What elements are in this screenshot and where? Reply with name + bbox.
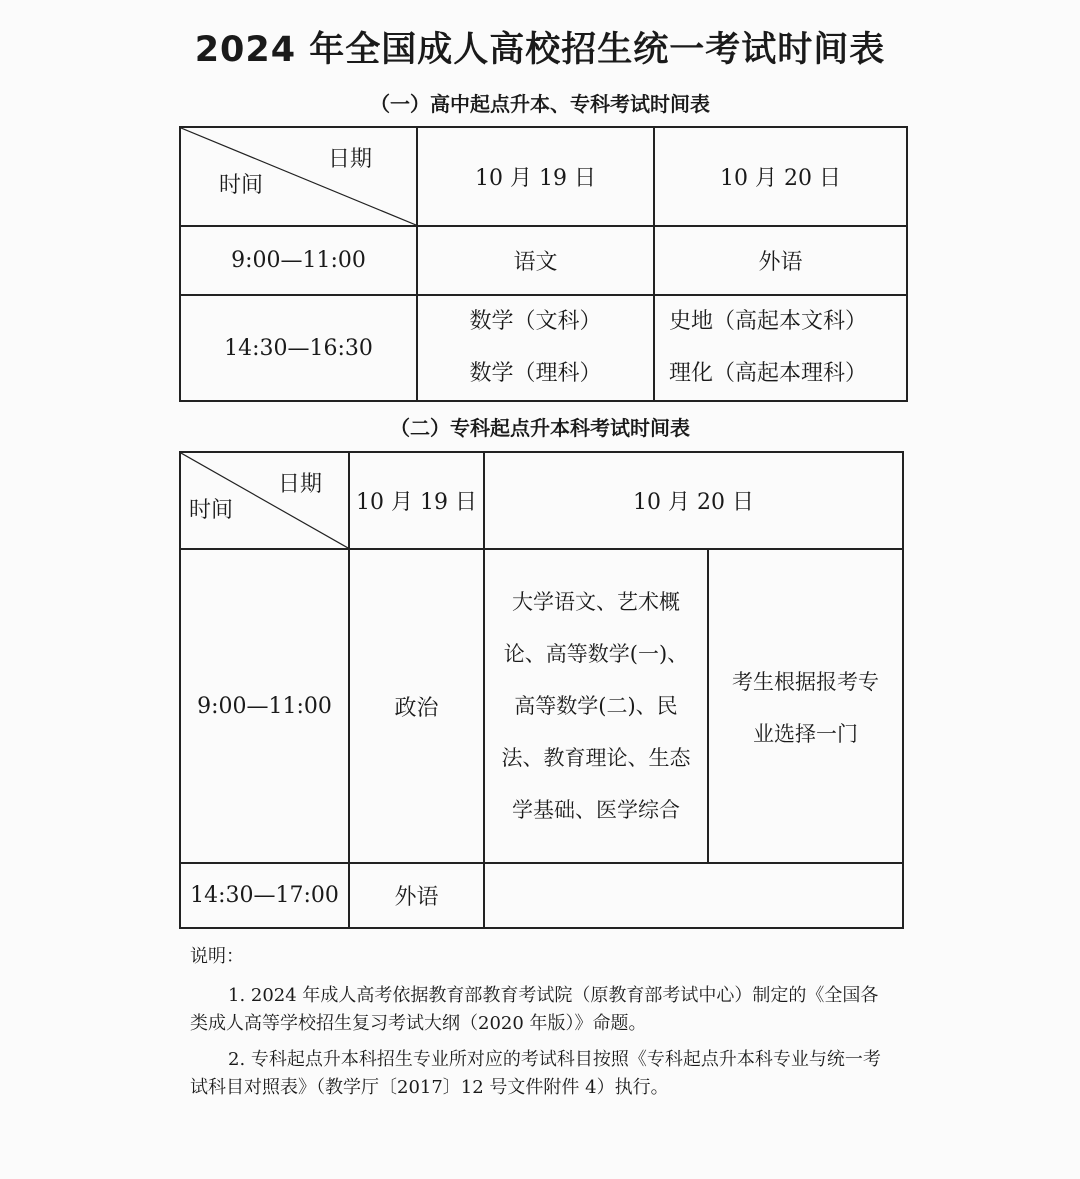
date-header-cell: 10 月 19 日 bbox=[417, 127, 654, 226]
empty-cell bbox=[484, 863, 903, 928]
diagonal-divider bbox=[181, 128, 416, 225]
subject-line: 高等数学(二)、民 bbox=[514, 694, 678, 718]
table-row bbox=[180, 452, 903, 549]
note-item: 2. 专科起点升本科招生专业所对应的考试科目按照《专科起点升本科专业与统一考试科目对照表》（教学厅〔2017〕12 号文件附件 4）执行。 bbox=[190, 1049, 881, 1098]
subject-line: 史地（高起本文科） bbox=[669, 309, 868, 334]
subject-cell: 外语 bbox=[349, 863, 484, 928]
subject-line: 大学语文、艺术概 bbox=[512, 590, 680, 614]
subject-line: 考生根据报考专 bbox=[732, 670, 879, 694]
schedule-table-1 bbox=[179, 126, 908, 402]
subject-cell bbox=[654, 295, 907, 401]
date-header-cell: 10 月 20 日 bbox=[484, 452, 903, 549]
table-row bbox=[180, 295, 907, 401]
table-row bbox=[180, 863, 903, 928]
corner-date-label: 日期 bbox=[327, 147, 372, 172]
date-header-cell: 10 月 20 日 bbox=[654, 127, 907, 226]
section1-heading: （一）高中起点升本、专科考试时间表 bbox=[370, 92, 710, 116]
header-corner-cell bbox=[180, 452, 349, 549]
time-cell: 9:00—11:00 bbox=[180, 549, 349, 863]
section2-heading: （二）专科起点升本科考试时间表 bbox=[390, 416, 690, 440]
subject-line: 数学（理科） bbox=[469, 361, 602, 386]
header-corner-cell bbox=[180, 127, 417, 226]
date-header-cell: 10 月 19 日 bbox=[349, 452, 484, 549]
table-row bbox=[180, 549, 903, 863]
subject-cell bbox=[484, 549, 708, 863]
corner-time-label: 时间 bbox=[219, 173, 264, 198]
schedule-table-2 bbox=[179, 451, 904, 929]
subject-line: 理化（高起本理科） bbox=[669, 361, 868, 386]
corner-time-label: 时间 bbox=[189, 498, 234, 523]
subject-line: 法、教育理论、生态 bbox=[501, 746, 691, 770]
subject-line: 论、高等数学(一)、 bbox=[503, 642, 689, 666]
subject-line: 数学（文科） bbox=[469, 309, 602, 334]
note-item: 1. 2024 年成人高考依据教育部教育考试院（原教育部考试中心）制定的《全国各类成人高等学校招生复习考试大纲（2020 年版）》命题。 bbox=[190, 985, 879, 1034]
subject-line: 学基础、医学综合 bbox=[512, 798, 680, 822]
subject-cell bbox=[708, 549, 903, 863]
notes-label: 说明： bbox=[190, 946, 244, 967]
subject-cell bbox=[417, 295, 654, 401]
time-cell: 14:30—16:30 bbox=[180, 295, 417, 401]
subject-cell: 外语 bbox=[654, 226, 907, 295]
corner-date-label: 日期 bbox=[277, 472, 322, 497]
table-row bbox=[180, 127, 907, 226]
table-row bbox=[180, 226, 907, 295]
subject-line: 业选择一门 bbox=[753, 722, 858, 746]
time-cell: 9:00—11:00 bbox=[180, 226, 417, 295]
subject-cell: 政治 bbox=[349, 549, 484, 863]
page-title: 2024 年全国成人高校招生统一考试时间表 bbox=[194, 30, 886, 70]
time-cell: 14:30—17:00 bbox=[180, 863, 349, 928]
subject-cell: 语文 bbox=[417, 226, 654, 295]
